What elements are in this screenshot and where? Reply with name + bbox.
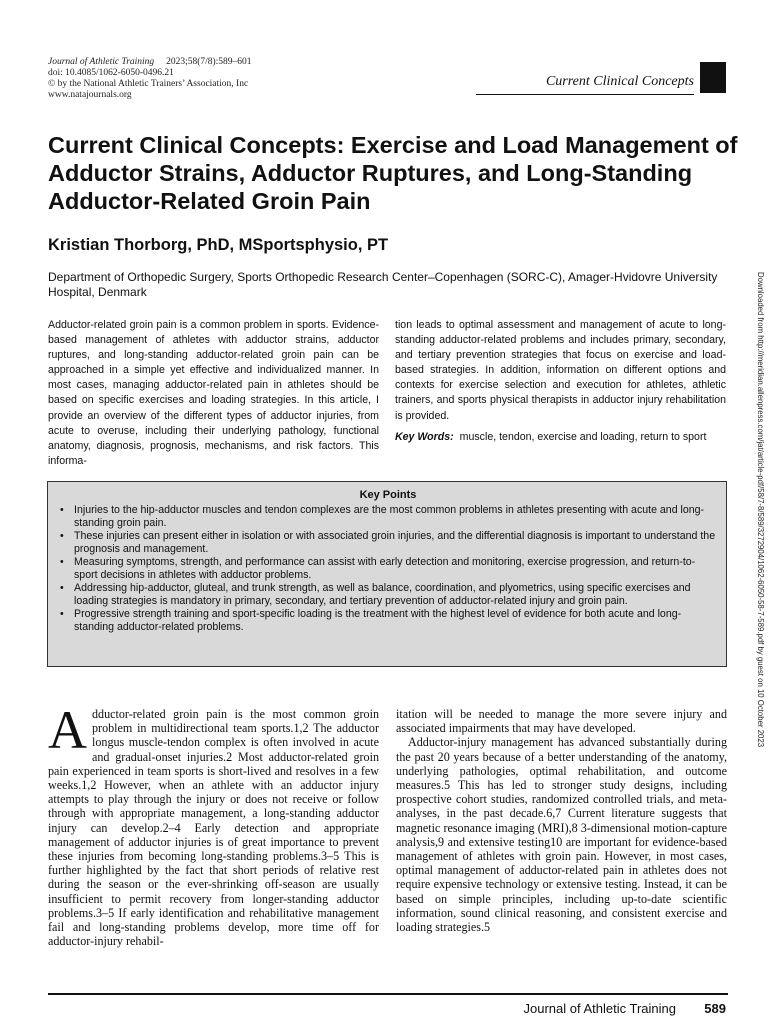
download-side-note: Downloaded from http://meridian.allenpress.com/jat/article-pdf/58/7-8/589/3272904/1062-6050-58-7-589.pdf by guest on 10 October 2023 xyxy=(756,272,765,748)
journal-name: Journal of Athletic Training xyxy=(48,57,155,67)
bullet-icon: • xyxy=(60,530,64,542)
keywords xyxy=(395,430,726,445)
bullet-icon: • xyxy=(60,556,64,568)
website-link[interactable]: www.natajournals.org xyxy=(48,90,132,100)
drop-cap: A xyxy=(48,700,87,760)
body-text-left: dductor-related groin pain is the most common groin problem in multidirectional team sports.1,2 The adductor longus muscle-tendon complex is often involved in acute and gradual-onset injuries.2 Most adductor-related groin pain experienced in team sports is short-lived and resolves in a few weeks.1,2 However, when an athlete with an adductor injury attempts to play through the injury or does not receive or follow through with appropriate management, a long-standing adductor injury can develop.2–4 Early detection and appropriate management of adductor injuries is of great importance to prevent these injuries from becoming long-standing problems.3–5 This is further highlighted by the fact that short periods of relative rest during the season or the ever-shrinking off-season are usually insufficient to permit recovery from longer-standing adductor problems.3–5 If early identification and rehabilitative management fail and long-standing problems develop, more time off for adductor-injury rehabil- xyxy=(48,707,379,949)
body-right-column xyxy=(396,707,727,934)
bullet-icon: • xyxy=(60,582,64,594)
doi: doi: 10.4085/1062-6050-0496.21 xyxy=(48,68,174,78)
footer-rule xyxy=(48,993,728,995)
key-point-item: • Injuries to the hip-adductor muscles and tendon complexes are the most common problems in athletes presenting with acute and long-standing groin pain. xyxy=(60,504,705,529)
journal-meta xyxy=(48,57,348,101)
keywords-label: Key Words: xyxy=(395,430,454,443)
footer-journal-name: Journal of Athletic Training xyxy=(523,1001,676,1016)
key-point-item: • Addressing hip-adductor, gluteal, and trunk strength, as well as balance, coordination, and plyometrics, using specific exercises and loading strategies is mandatory in primary, secondary, and tertiary prevention of adductor-related injury and groin pain. xyxy=(60,582,691,607)
key-point-item: • These injuries can present either in isolation or with associated groin injuries, and the differential diagnosis is important to understand the prognosis and management. xyxy=(60,530,716,555)
body-paragraph: Adductor-injury management has advanced substantially during the past 20 years because of a better understanding of the anatomy, underlying pathologies, optimal rehabilitation, and outcome measures.5 This has led to stronger study designs, including prospective cohort studies, randomized controlled trials, and meta-analyses, in the past decade.6,7 Current literature suggests that magnetic resonance imaging (MRI),8 3-dimensional motion-capture analysis,9 and extensive testing10 are important for evidence-based management of athletes with groin pain. However, in most cases, optimal management of adductor-related pain in athletes does not require expensive technology or extensive testing. Instead, it can be based on simple principles, including up-to-date scientific information, sound clinical reasoning, and consistent exercise and loading strategies.5 xyxy=(396,735,727,935)
abstract-text-left: Adductor-related groin pain is a common problem in sports. Evidence-based management of athletes with adductor strains, adductor ruptures, and long-standing adductor-related groin pain can be approached in a simple yet effective and individualized manner. In most cases, managing adductor-related pain in athletes should be based on specific exercises and loading strategies. In this article, I provide an overview of the different types of adductor injuries, from acute to overuse, including their underlying pathology, functional anatomy, diagnosis, prognosis, mechanisms, and risk factors. This informa- xyxy=(48,319,379,467)
abstract-left-column xyxy=(48,318,379,469)
body-left-column xyxy=(48,700,379,949)
abstract-text-right: tion leads to optimal assessment and management of acute to long-standing adductor-related problems and includes primary, secondary, and tertiary prevention strategies that focus on exercise and load-based strategies. In addition, information on different options and contexts for exercise selection and execution for athletes, athletic trainers, and sports physical therapists in adductor injury rehabilitation is provided. xyxy=(395,319,726,422)
key-point-item: • Progressive strength training and sport-specific loading is the treatment with the highest level of evidence for both acute and long-standing adductor-related problems. xyxy=(60,608,682,633)
section-marker-block xyxy=(700,62,726,93)
citation: 2023;58(7/8):589–601 xyxy=(166,57,252,67)
page-number: 589 xyxy=(704,1001,726,1016)
section-label: Current Clinical Concepts xyxy=(476,73,694,95)
key-points-title: Key Points xyxy=(359,489,417,501)
bullet-icon: • xyxy=(60,608,64,620)
author-line: Kristian Thorborg, PhD, MSportsphysio, PT xyxy=(48,236,389,254)
keywords-text: muscle, tendon, exercise and loading, return to sport xyxy=(459,430,707,443)
bullet-icon: • xyxy=(60,504,64,516)
copyright: © by the National Athletic Trainers’ Association, Inc xyxy=(48,79,249,89)
key-points-box xyxy=(47,481,727,667)
key-point-item: • Measuring symptoms, strength, and performance can assist with early detection and monitoring, exercise progression, and return-to-sport decisions in athletes with adductor problems. xyxy=(60,556,696,581)
body-paragraph xyxy=(48,700,379,949)
key-points-list xyxy=(60,504,716,634)
affiliation: Department of Orthopedic Surgery, Sports Orthopedic Research Center–Copenhagen (SORC-C), Amager-Hvidovre University Hospital, Denmark xyxy=(48,270,718,299)
body-paragraph: itation will be needed to manage the more severe injury and associated impairments that may have developed. xyxy=(396,707,727,736)
abstract-right-column xyxy=(395,318,726,445)
article-title: Current Clinical Concepts: Exercise and Load Management of Adductor Strains, Adductor Ruptures, and Long-Standing Adductor-Related Groin Pain xyxy=(48,132,738,214)
